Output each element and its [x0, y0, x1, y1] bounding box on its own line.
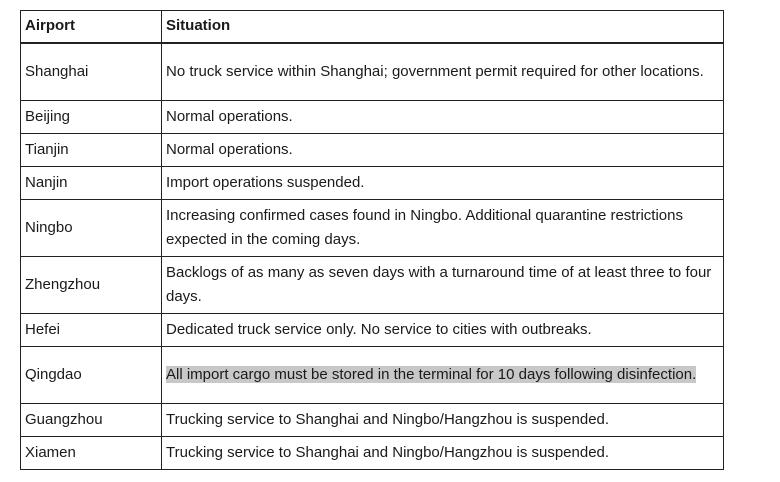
airport-status-table-container	[20, 10, 723, 470]
situation-cell: Backlogs of as many as seven days with a turnaround time of at least three to four days.	[162, 257, 724, 314]
situation-cell: Dedicated truck service only. No service to cities with outbreaks.	[162, 314, 724, 347]
airport-cell: Beijing	[21, 101, 162, 134]
table-header-row	[21, 11, 724, 44]
header-situation: Situation	[162, 11, 724, 44]
table-row	[21, 101, 724, 134]
situation-cell: Trucking service to Shanghai and Ningbo/Hangzhou is suspended.	[162, 437, 724, 470]
table-row	[21, 314, 724, 347]
airport-cell: Nanjin	[21, 167, 162, 200]
airport-cell: Zhengzhou	[21, 257, 162, 314]
airport-cell: Shanghai	[21, 43, 162, 101]
table-row	[21, 257, 724, 314]
table-row	[21, 200, 724, 257]
airport-cell: Hefei	[21, 314, 162, 347]
situation-cell: Trucking service to Shanghai and Ningbo/Hangzhou is suspended.	[162, 404, 724, 437]
airport-cell: Tianjin	[21, 134, 162, 167]
situation-cell[interactable]	[162, 347, 724, 404]
table-row	[21, 404, 724, 437]
airport-cell: Xiamen	[21, 437, 162, 470]
airport-status-table	[20, 10, 724, 470]
situation-cell: Normal operations.	[162, 101, 724, 134]
table-row	[21, 134, 724, 167]
table-row	[21, 347, 724, 404]
header-airport: Airport	[21, 11, 162, 44]
airport-cell: Guangzhou	[21, 404, 162, 437]
table-row	[21, 437, 724, 470]
highlighted-text-selection[interactable]: All import cargo must be stored in the terminal for 10 days following disinfection.	[166, 365, 697, 383]
situation-cell: Normal operations.	[162, 134, 724, 167]
airport-cell: Ningbo	[21, 200, 162, 257]
situation-cell: Increasing confirmed cases found in Ningbo. Additional quarantine restrictions expected in the coming days.	[162, 200, 724, 257]
table-row	[21, 167, 724, 200]
situation-cell: No truck service within Shanghai; government permit required for other locations.	[162, 43, 724, 101]
situation-cell: Import operations suspended.	[162, 167, 724, 200]
airport-cell: Qingdao	[21, 347, 162, 404]
table-row	[21, 43, 724, 101]
